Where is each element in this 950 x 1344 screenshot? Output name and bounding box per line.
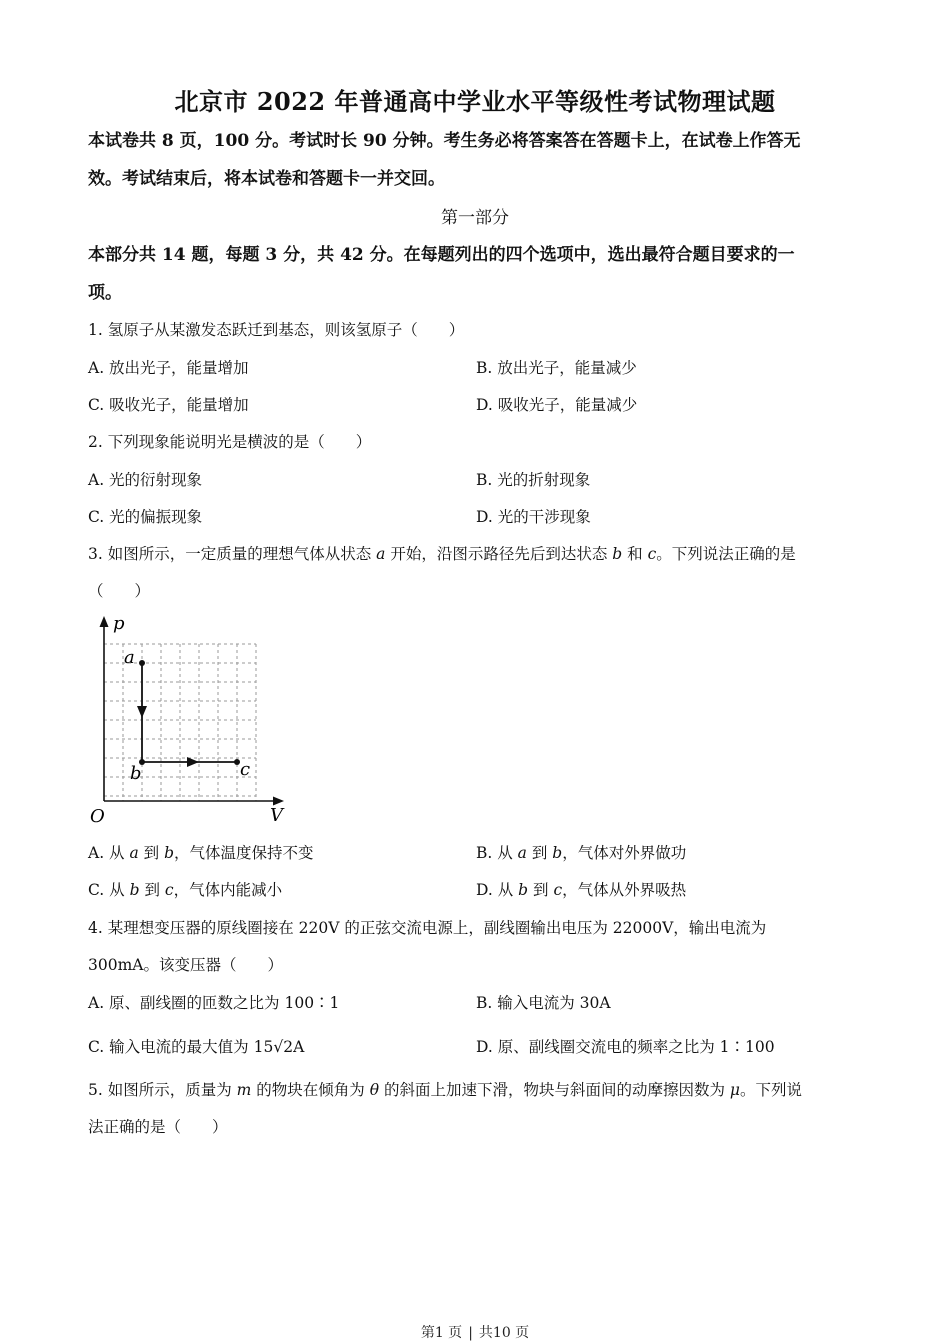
- q4-option-d: D. 原、副线圈交流电的频率之比为 1∶100: [476, 1038, 775, 1056]
- intro-line-2: 效。考试结束后，将本试卷和答题卡一并交回。: [88, 169, 445, 189]
- q2-stem: 2. 下列现象能说明光是横波的是（ ）: [88, 433, 372, 451]
- q3-state-b: b: [612, 545, 623, 563]
- q1-option-d: D. 吸收光子，能量减少: [476, 396, 638, 414]
- section-title: 第一部分: [441, 208, 509, 228]
- q3-state-a: a: [376, 545, 386, 563]
- v-axis-label: V: [270, 805, 283, 826]
- q3-option-b: B. 从 a 到 b，气体对外界做功: [476, 844, 687, 862]
- q4-stem-line-1: 4. 某理想变压器的原线圈接在 220V 的正弦交流电源上，副线圈输出电压为 22000V，输出电流为: [88, 919, 767, 937]
- q4-option-b: B. 输入电流为 30A: [476, 994, 611, 1012]
- intro-line-1: 本试卷共 8 页，100 分。考试时长 90 分钟。考生务必将答案答在答题卡上，在试卷上作答无: [88, 131, 801, 151]
- q1-option-a: A. 放出光子，能量增加: [88, 359, 249, 377]
- footer-separator: |: [468, 1325, 473, 1341]
- q3-option-a: A. 从 a 到 b，气体温度保持不变: [88, 844, 314, 862]
- label-b: b: [130, 763, 142, 784]
- section-note-line-2: 项。: [88, 283, 122, 303]
- q3-stem: 3. 如图所示，一定质量的理想气体从状态 a 开始，沿图示路径先后到达状态 b 和 c。下列说法正确的是: [88, 545, 796, 563]
- page-number: 第1 页: [420, 1325, 463, 1341]
- point-a: [139, 660, 145, 666]
- q3-option-d: D. 从 b 到 c，气体从外界吸热: [476, 881, 687, 899]
- arrow-right-icon: [187, 757, 199, 767]
- mu-symbol: μ: [729, 1081, 740, 1099]
- p-axis-label: p: [113, 613, 125, 634]
- q1-option-b: B. 放出光子，能量减少: [476, 359, 637, 377]
- q5-stem-line-1: 5. 如图所示，质量为 m 的物块在倾角为 θ 的斜面上加速下滑，物块与斜面间的动摩擦因数为 μ。下列说: [88, 1081, 803, 1099]
- label-a: a: [124, 647, 135, 668]
- sqrt-two: √2: [273, 1038, 294, 1056]
- pv-diagram: [80, 612, 300, 827]
- q2-option-b: B. 光的折射现象: [476, 471, 591, 489]
- theta-symbol: θ: [369, 1081, 380, 1099]
- q4-option-c: C. 输入电流的最大值为 15√2A: [88, 1038, 305, 1056]
- exam-title: 北京市 2022 年普通高中学业水平等级性考试物理试题: [174, 87, 776, 116]
- page-footer: [0, 1322, 950, 1342]
- origin-label: O: [90, 806, 105, 827]
- q1-option-c: C. 吸收光子，能量增加: [88, 396, 249, 414]
- q2-option-d: D. 光的干涉现象: [476, 508, 591, 526]
- q5-stem-line-2: 法正确的是（ ）: [88, 1118, 228, 1136]
- p-axis-arrow-icon: [100, 616, 109, 627]
- q3-option-c: C. 从 b 到 c，气体内能减小: [88, 881, 283, 899]
- q4-option-a: A. 原、副线圈的匝数之比为 100∶1: [88, 994, 340, 1012]
- q1-stem: 1. 氢原子从某激发态跃迁到基态，则该氢原子（ ）: [88, 321, 465, 339]
- label-c: c: [240, 759, 251, 780]
- q2-option-a: A. 光的衍射现象: [88, 471, 203, 489]
- q3-state-c: c: [647, 545, 657, 563]
- section-note-line-1: 本部分共 14 题，每题 3 分，共 42 分。在每题列出的四个选项中，选出最符合题目要求的一: [88, 245, 795, 265]
- q4-stem-line-2: 300mA。该变压器（ ）: [88, 956, 283, 974]
- mass-symbol: m: [236, 1081, 252, 1099]
- arrow-down-icon: [137, 706, 147, 718]
- q3-answer-paren: （ ）: [88, 582, 151, 600]
- page-total: 共10 页: [478, 1325, 530, 1341]
- q2-option-c: C. 光的偏振现象: [88, 508, 203, 526]
